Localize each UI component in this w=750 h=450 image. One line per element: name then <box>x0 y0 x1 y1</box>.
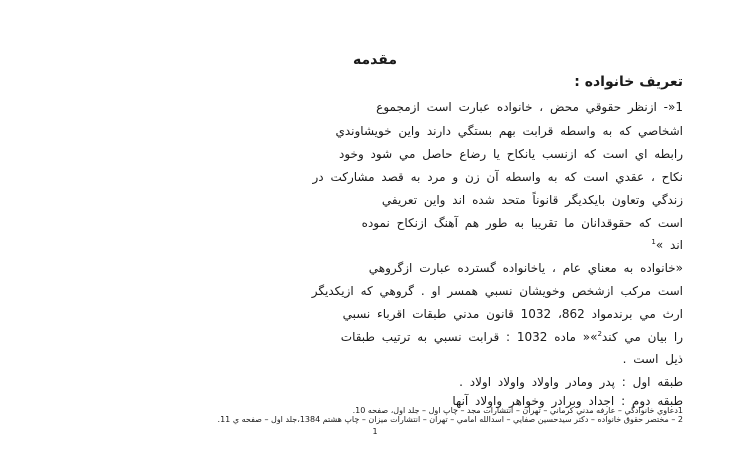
class-line: طبقه اول : پدر ومادر واولاد واولاد اولاد . <box>459 375 683 389</box>
footnotes <box>218 406 683 424</box>
page-number: 1 <box>372 427 378 436</box>
paragraph-line: اشخاصي كه به واسطه قرابت بهم بستگي دارند واين خويشاوندي <box>335 124 683 138</box>
class-line: طبقه دوم : اجداد وبرادر وخواهر واولاد آنها <box>452 394 683 408</box>
paragraph-line: 1«- ازنظر حقوقي محض ، خانواده عبارت است ازمجموع <box>376 100 683 114</box>
page-title: مقدمه <box>353 52 397 68</box>
definition-line-text: را بيان مي كند <box>601 330 683 344</box>
paragraph-line: رابطه اي است كه ازنسب يانكاح يا رضاع حاصل مي شود وخود <box>338 147 683 161</box>
footnote-1: 1دعاوي خانوادگي – عارفه مدني كرماني – تهران – انتشارات مجد – چاپ اول – جلد اول، صفحه 10. <box>352 406 683 415</box>
definition-line: است مركب ازشخص وخويشان نسبي همسر او . گروهي كه ازيكديگر <box>311 284 683 298</box>
paragraph-line-last <box>651 238 683 252</box>
closing-line: ذيل است . <box>622 352 683 366</box>
footnote-mark-2: 2 <box>597 330 602 338</box>
footnote-mark-1: 1 <box>651 238 656 246</box>
paragraph-line-text: اند » <box>655 238 683 252</box>
paragraph-line: است كه حقوقدانان ما تقريبا به طور هم آهنگ ازنكاح نموده <box>361 216 683 230</box>
definition-line: «خانواده به معناي عام ، ياخانواده گسترده عبارت ازگروهي <box>368 261 683 275</box>
paragraph-line: نكاح ، عقدي است كه به واسطه آن زن و مرد به قصد مشاركت در <box>312 170 683 184</box>
paragraph-line: زندگي وتعاون بايكديگر قانوناً متحد شده اند واين تعريفي <box>381 193 683 207</box>
definition-line: ارث مي برندمواد 862، 1032 قانون مدني طبقات اقرباء نسبي <box>342 307 683 321</box>
section-heading: تعريف خانواده : <box>574 74 683 90</box>
footnote-2: 2 – مختصر حقوق خانواده – دكتر سيدحسين صفايي – اسدالله امامي – تهران – انتشارات ميزان – چاپ هشتم 1384،جلد اول – صفحه ي 11. <box>217 415 683 424</box>
definition-line-with-note <box>341 330 683 344</box>
definition-line-text: »« ماده 1032 : قرابت نسبي به ترتيب طبقات <box>340 330 598 344</box>
